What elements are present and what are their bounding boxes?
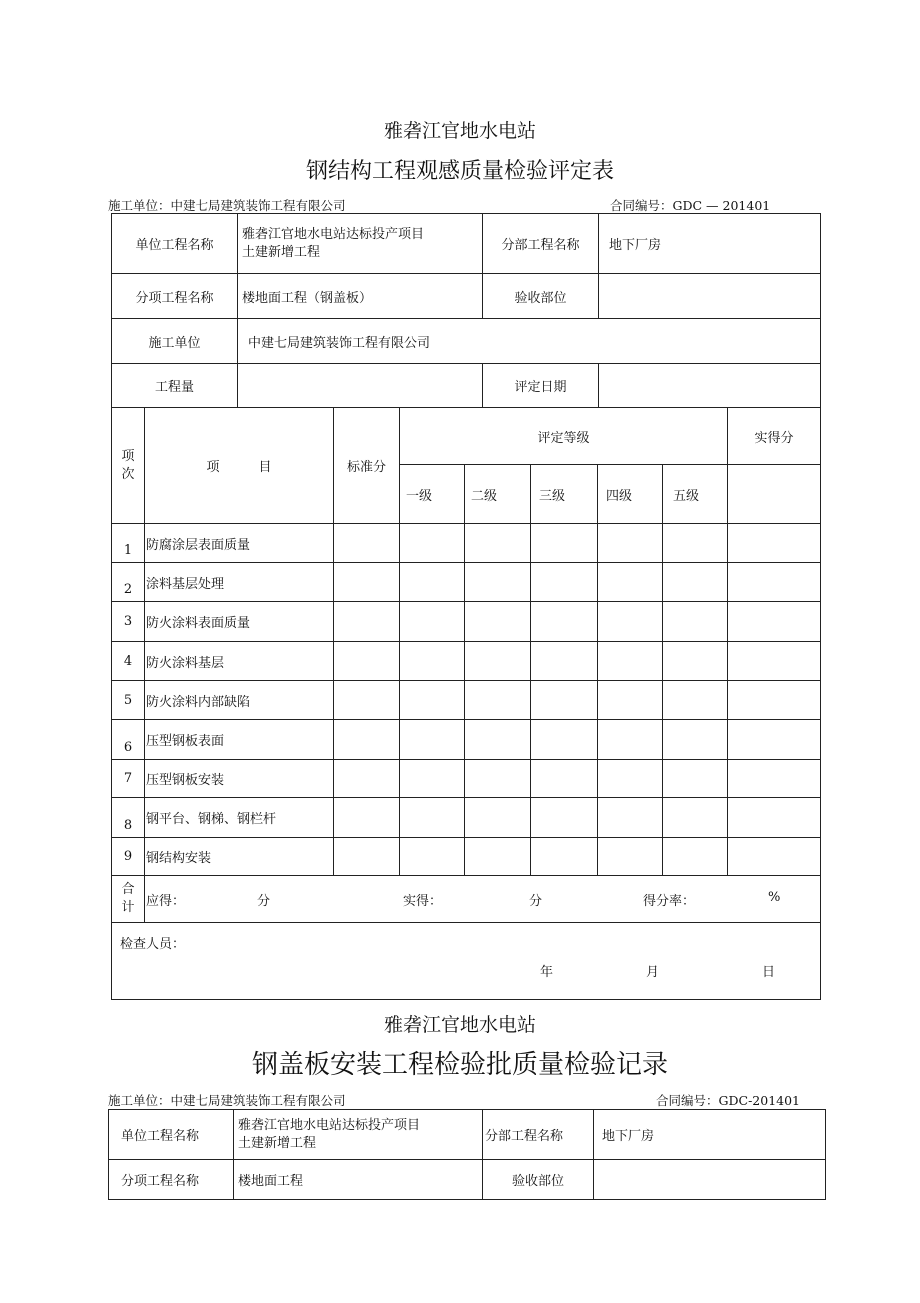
division-value-2: 地下厂房 — [594, 1110, 826, 1160]
row-item: 涂料基层处理 — [145, 563, 334, 602]
table-row — [112, 760, 821, 798]
cell-grade-2[interactable] — [465, 642, 531, 681]
cell-standard[interactable] — [334, 798, 400, 838]
cell-grade-4[interactable] — [598, 602, 663, 642]
contract-number: 合同编号：GDC — 201401 — [610, 198, 771, 213]
cell-actual[interactable] — [728, 720, 821, 760]
cell-grade-2[interactable] — [465, 838, 531, 876]
cell-grade-3[interactable] — [531, 642, 598, 681]
station-name: 雅砻江官地水电站 — [383, 120, 536, 142]
grade-1: 一级 — [400, 465, 465, 524]
cell-grade-1[interactable] — [400, 720, 465, 760]
cell-grade-4[interactable] — [598, 838, 663, 876]
quantity-value[interactable] — [238, 364, 483, 408]
unit-project-label-2: 单位工程名称 — [109, 1110, 234, 1160]
row-item: 防腐涂层表面质量 — [145, 524, 334, 563]
acceptance-label: 验收部位 — [483, 274, 599, 319]
inspector-row — [112, 923, 821, 1000]
cell-grade-3[interactable] — [531, 798, 598, 838]
cell-grade-2[interactable] — [465, 524, 531, 563]
hdr-index-line2: 次 — [121, 466, 135, 482]
table-row — [112, 563, 821, 602]
hdr-item: 项 目 — [145, 408, 334, 524]
quantity-label: 工程量 — [112, 364, 238, 408]
row-item: 钢结构安装 — [145, 838, 334, 876]
cell-grade-2[interactable] — [465, 563, 531, 602]
subitem-label: 分项工程名称 — [112, 274, 238, 319]
row-item: 钢平台、钢梯、钢栏杆 — [145, 798, 334, 838]
actual-get-label: 实得： — [403, 894, 443, 909]
cell-grade-5[interactable] — [663, 642, 728, 681]
constructor-value: 中建七局建筑装饰工程有限公司 — [238, 319, 821, 364]
should-get-unit: 分 — [257, 894, 271, 909]
inspector-label: 检查人员： — [120, 937, 186, 952]
cell-grade-1[interactable] — [400, 760, 465, 798]
subitem-label-2: 分项工程名称 — [109, 1160, 234, 1200]
cell-grade-5[interactable] — [663, 563, 728, 602]
cell-grade-2[interactable] — [465, 720, 531, 760]
unit-project-value-2-line2: 土建新增工程 — [238, 1135, 317, 1151]
cell-grade-4[interactable] — [598, 798, 663, 838]
total-content — [145, 876, 821, 923]
cell-grade-5[interactable] — [663, 720, 728, 760]
total-label-line1: 合 — [121, 882, 135, 897]
division-value: 地下厂房 — [599, 214, 821, 274]
cell-grade-2[interactable] — [465, 760, 531, 798]
actual-get-unit: 分 — [529, 894, 543, 909]
division-label-2: 分部工程名称 — [483, 1110, 594, 1160]
inspector-content — [112, 923, 821, 1000]
table-row — [112, 838, 821, 876]
cell-standard[interactable] — [334, 524, 400, 563]
constructor-label: 施工单位 — [112, 319, 238, 364]
cell-standard[interactable] — [334, 760, 400, 798]
should-get-label: 应得： — [146, 894, 186, 909]
table-row — [112, 798, 821, 838]
cell-grade-5[interactable] — [663, 838, 728, 876]
cell-grade-1[interactable] — [400, 524, 465, 563]
contract-number-2: 合同编号：GDC-201401 — [656, 1093, 801, 1108]
hdr-grade: 评定等级 — [400, 408, 728, 465]
hdr-index-line1: 项 — [121, 448, 135, 464]
cell-grade-3[interactable] — [531, 563, 598, 602]
row-item: 防火涂料基层 — [145, 642, 334, 681]
form-title: 钢结构工程观感质量检验评定表 — [305, 159, 614, 184]
contractor-line-2: 施工单位：中建七局建筑装饰工程有限公司 — [108, 1093, 346, 1108]
info-table-2 — [108, 1109, 826, 1200]
table-row — [112, 642, 821, 681]
row-item: 防火涂料内部缺陷 — [145, 681, 334, 720]
acceptance-value-2[interactable] — [594, 1160, 826, 1200]
cell-grade-3[interactable] — [531, 681, 598, 720]
row-no: 5 — [112, 681, 145, 720]
contractor-line: 施工单位：中建七局建筑装饰工程有限公司 — [108, 198, 346, 213]
cell-standard[interactable] — [334, 642, 400, 681]
row-no: 6 — [112, 720, 145, 760]
cell-standard[interactable] — [334, 602, 400, 642]
cell-grade-3[interactable] — [531, 524, 598, 563]
cell-grade-2[interactable] — [465, 602, 531, 642]
info-table — [111, 213, 821, 408]
cell-grade-2[interactable] — [465, 798, 531, 838]
score-rate-percent: % — [768, 890, 781, 905]
cell-actual[interactable] — [728, 681, 821, 720]
cell-actual[interactable] — [728, 760, 821, 798]
eval-date-value[interactable] — [599, 364, 821, 408]
cell-standard[interactable] — [334, 563, 400, 602]
cell-actual[interactable] — [728, 642, 821, 681]
total-row — [112, 876, 821, 923]
cell-grade-3[interactable] — [531, 838, 598, 876]
grade-4: 四级 — [598, 465, 663, 524]
cell-grade-4[interactable] — [598, 563, 663, 602]
cell-grade-1[interactable] — [400, 602, 465, 642]
cell-actual[interactable] — [728, 524, 821, 563]
cell-standard[interactable] — [334, 838, 400, 876]
cell-grade-2[interactable] — [465, 681, 531, 720]
table-row — [112, 681, 821, 720]
cell-grade-5[interactable] — [663, 681, 728, 720]
actual-score-sub — [728, 465, 821, 524]
row-no: 2 — [112, 563, 145, 602]
division-label: 分部工程名称 — [483, 214, 599, 274]
unit-project-value-2 — [234, 1110, 483, 1160]
cell-grade-1[interactable] — [400, 838, 465, 876]
score-table — [111, 407, 821, 1000]
subitem-value: 楼地面工程（钢盖板） — [238, 274, 483, 319]
cell-actual[interactable] — [728, 602, 821, 642]
date-year: 年 — [540, 965, 554, 980]
unit-project-value-2-line1: 雅砻江官地水电站达标投产项目 — [238, 1117, 421, 1133]
cell-grade-1[interactable] — [400, 681, 465, 720]
cell-grade-5[interactable] — [663, 760, 728, 798]
cell-actual[interactable] — [728, 838, 821, 876]
row-item: 压型钢板安装 — [145, 760, 334, 798]
total-label — [112, 876, 145, 923]
hdr-actual-score: 实得分 — [728, 408, 821, 465]
cell-actual[interactable] — [728, 798, 821, 838]
cell-grade-1[interactable] — [400, 642, 465, 681]
cell-standard[interactable] — [334, 681, 400, 720]
cell-standard[interactable] — [334, 720, 400, 760]
cell-grade-3[interactable] — [531, 602, 598, 642]
cell-grade-4[interactable] — [598, 524, 663, 563]
date-day: 日 — [762, 965, 776, 980]
cell-grade-3[interactable] — [531, 720, 598, 760]
station-name-2: 雅砻江官地水电站 — [383, 1014, 536, 1036]
cell-grade-4[interactable] — [598, 642, 663, 681]
row-no: 8 — [112, 798, 145, 838]
form-title-2: 钢盖板安装工程检验批质量检验记录 — [251, 1050, 668, 1080]
score-rate-label: 得分率： — [643, 894, 696, 909]
row-no: 7 — [112, 760, 145, 798]
cell-actual[interactable] — [728, 563, 821, 602]
acceptance-label-2: 验收部位 — [483, 1160, 594, 1200]
unit-project-value-line2: 土建新增工程 — [242, 244, 321, 260]
total-label-line2: 计 — [121, 900, 135, 915]
cell-grade-1[interactable] — [400, 798, 465, 838]
unit-project-value — [238, 214, 483, 274]
cell-grade-4[interactable] — [598, 760, 663, 798]
unit-project-value-line1: 雅砻江官地水电站达标投产项目 — [242, 226, 425, 242]
cell-grade-1[interactable] — [400, 563, 465, 602]
grade-5: 五级 — [663, 465, 728, 524]
row-no: 3 — [112, 602, 145, 642]
cell-grade-4[interactable] — [598, 681, 663, 720]
unit-project-label: 单位工程名称 — [112, 214, 238, 274]
cell-grade-3[interactable] — [531, 760, 598, 798]
acceptance-value[interactable] — [599, 274, 821, 319]
row-item: 压型钢板表面 — [145, 720, 334, 760]
grade-2: 二级 — [465, 465, 531, 524]
cell-grade-4[interactable] — [598, 720, 663, 760]
subitem-value-2: 楼地面工程 — [234, 1160, 483, 1200]
table-row — [112, 720, 821, 760]
row-no: 4 — [112, 642, 145, 681]
row-no: 9 — [112, 838, 145, 876]
row-no: 1 — [112, 524, 145, 563]
date-month: 月 — [646, 965, 660, 980]
grade-3: 三级 — [531, 465, 598, 524]
table-row — [112, 602, 821, 642]
cell-grade-5[interactable] — [663, 602, 728, 642]
cell-grade-5[interactable] — [663, 798, 728, 838]
eval-date-label: 评定日期 — [483, 364, 599, 408]
hdr-index — [112, 408, 145, 524]
table-row — [112, 524, 821, 563]
hdr-standard-score: 标准分 — [334, 408, 400, 524]
row-item: 防火涂料表面质量 — [145, 602, 334, 642]
cell-grade-5[interactable] — [663, 524, 728, 563]
